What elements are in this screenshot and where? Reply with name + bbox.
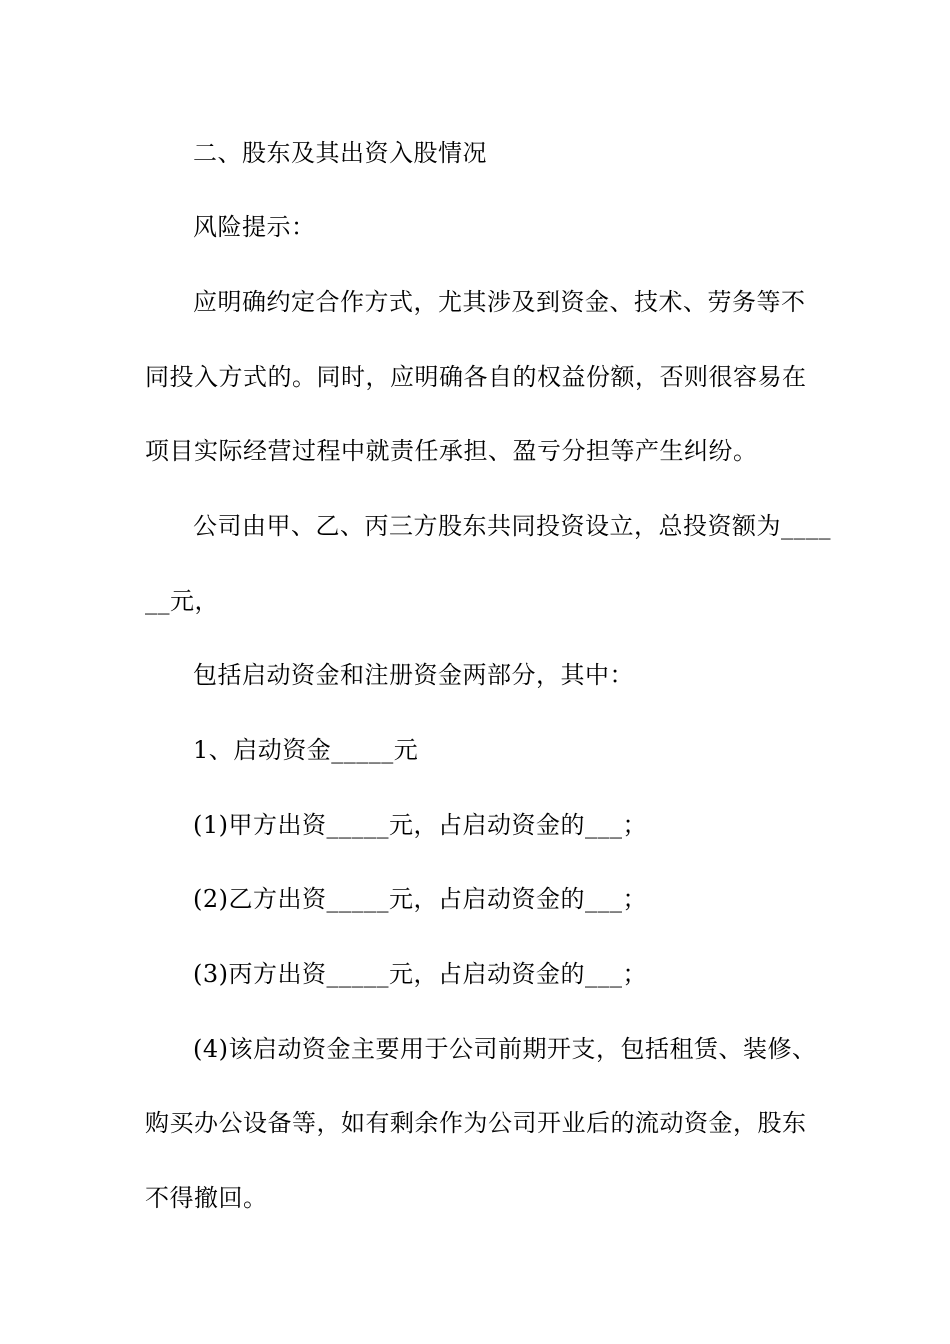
- paragraph-line: 应明确约定合作方式，尤其涉及到资金、技术、劳务等不: [193, 288, 806, 316]
- section-heading: 二、股东及其出资入股情况: [193, 139, 487, 167]
- list-item: (1)甲方出资_____元，占启动资金的___；: [193, 811, 647, 839]
- paragraph-line: 购买办公设备等，如有剩余作为公司开业后的流动资金，股东: [145, 1109, 807, 1137]
- list-item: (2)乙方出资_____元，占启动资金的___；: [193, 885, 647, 913]
- paragraph-line: 公司由甲、乙、丙三方股东共同投资设立，总投资额为____: [193, 512, 831, 540]
- risk-label: 风险提示：: [193, 213, 316, 241]
- list-item: 1、启动资金_____元: [193, 736, 419, 764]
- paragraph-line: 同投入方式的。同时，应明确各自的权益份额，否则很容易在: [145, 363, 807, 391]
- list-item: (3)丙方出资_____元，占启动资金的___；: [193, 960, 647, 988]
- paragraph-line: __元，: [145, 587, 219, 615]
- paragraph-line: 项目实际经营过程中就责任承担、盈亏分担等产生纠纷。: [145, 437, 758, 465]
- paragraph-line: 包括启动资金和注册资金两部分，其中：: [193, 661, 634, 689]
- paragraph-line: 不得撤回。: [145, 1184, 268, 1212]
- list-item: (4)该启动资金主要用于公司前期开支，包括租赁、装修、: [193, 1035, 817, 1063]
